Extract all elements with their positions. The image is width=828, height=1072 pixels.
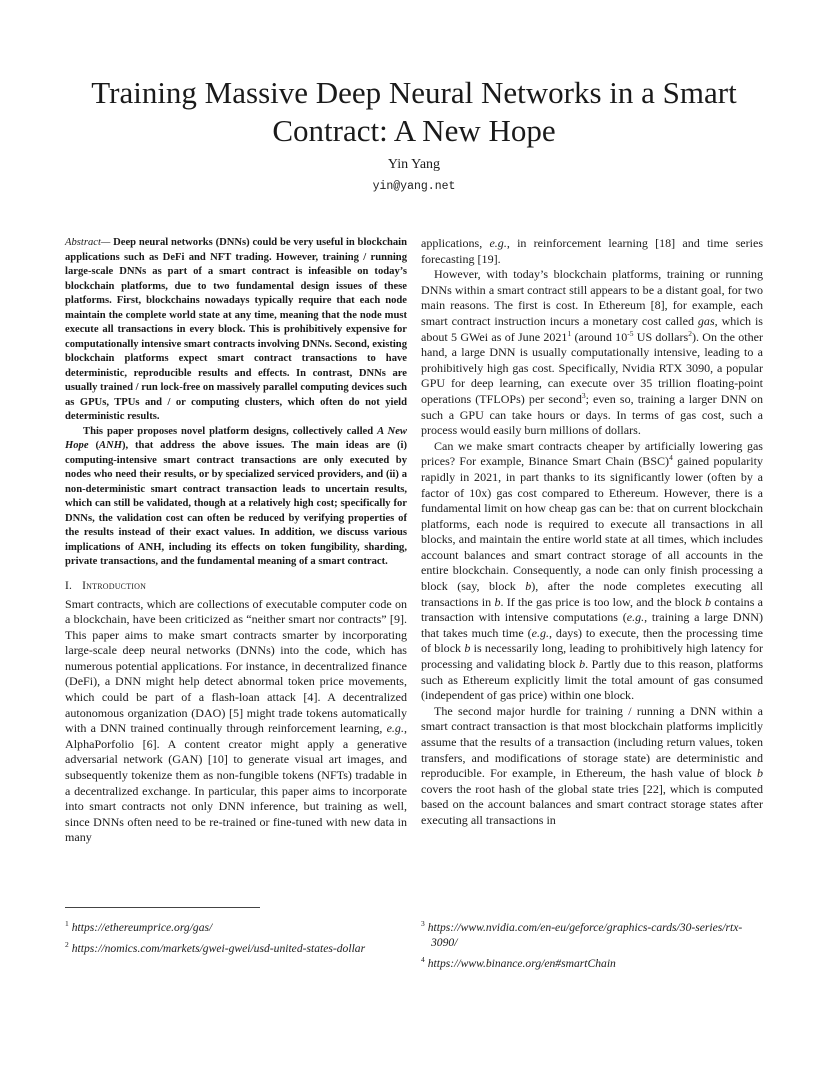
left-column: [65, 236, 407, 846]
footnote-ref-2[interactable]: 2: [688, 328, 692, 338]
footnote-separator: [65, 907, 260, 908]
author-name: Yin Yang: [387, 157, 441, 172]
intro-paragraph-3: [421, 439, 763, 704]
text-run: ), after the node completes executing all transactions in: [421, 579, 763, 609]
text-run: However, with today’s blockchain platforms, training or running DNNs within a smart contract still appears to be a distant goal, for two main reasons. The first is cost. In Ethereum [8], for example, each smart contract instruction incurs a monetary cost called: [421, 267, 763, 328]
abstract-paren: (: [88, 440, 99, 451]
abstract-paragraph-2: [65, 425, 407, 570]
text-run-italic: b: [579, 657, 586, 672]
footnotes-right: [421, 920, 763, 977]
text-run: ). On the other hand, a large DNN is usually computationally intensive, leading to a prohibitively high gas cost. Specifically, Nvidia RTX 3090, a popular GPU for deep learning, can execute over 35 trillion floating-point operations (TFLOPs) per second: [421, 329, 763, 406]
footnote-link-1[interactable]: https://ethereumprice.org/gas/: [71, 921, 213, 934]
text-run: , which is about 5 GWei as of June 2021: [421, 313, 763, 344]
title-line-2: Contract: A New Hope: [272, 113, 556, 148]
section-heading-introduction: [65, 579, 407, 593]
intro-paragraph-4: [421, 704, 763, 829]
paper-title: [40, 74, 788, 150]
text-run: contains a transaction with intensive computations (: [421, 594, 763, 625]
text-run: Smart contracts, which are collections of executable computer code on a blockchain, have been criticized as “neither smart nor contracts” [9]. This paper aims to make smart contracts smarter by incorporating large-scale deep neural networks (DNNs) into the code, which has numerous potential applications. For instance, in decentralized finance (DeFi), a DNN might help detect abnormal token price movements, which could be part of a flash-loan attack [4]. A decentralized autonomous organization (DAO) [5] might trade tokens automatically with a DNN trained continually through reinforcement learning,: [65, 596, 407, 736]
text-run: (around 10: [571, 329, 628, 344]
footnote-number: 2: [65, 940, 69, 949]
abstract-anh-abbr: ANH: [98, 440, 122, 451]
abstract-paragraph-1: [65, 236, 407, 425]
footnote-2: [65, 941, 407, 956]
abstract-text-2a: This paper proposes novel platform designs, collectively called: [83, 425, 378, 437]
text-run-italic: b: [756, 766, 763, 781]
text-run-italic: b: [464, 641, 471, 656]
text-run: ; even so, training a larger DNN on such a GPU can take hours or days. In terms of gas cost, such a process would easily burn millions of dollars.: [421, 391, 763, 438]
text-run-italic: e.g.: [626, 610, 645, 625]
footnote-link-2[interactable]: https://nomics.com/markets/gwei-gwei/usd-united-states-dollar: [71, 942, 366, 955]
abstract-text-2b: ), that address the above issues. The main ideas are (i) computing-intensive smart contract transactions are only executed by nodes who need their results, or by specialized serviced providers, and (ii) a non-deterministic smart contract transaction leads to uncertain results, which can still be validated, though at a relatively high cost; specifically for DNNs, the validation cost can often be reduced by verifying properties of the results instead of their exact values. In addition, we discuss various implications of ANH, including its effects on token fungibility, sharding, private transactions, and the fundamental meaning of a smart contract.: [65, 440, 407, 567]
abstract: [65, 236, 407, 570]
intro-paragraph-cont: [421, 236, 763, 267]
footnote-3: [421, 920, 763, 950]
footnote-ref-1[interactable]: 1: [567, 328, 572, 338]
footnote-ref-3[interactable]: 3: [581, 390, 586, 400]
introduction-left-text: [65, 597, 407, 847]
text-run: , AlphaPorfolio [6]. A content creator might apply a generative adversarial network (GAN) [10] to generate visual art images, and subsequently tokenize them as non-fungible tokens (NFTs) tradable in a decentralized exchange. In particular, this paper aims to incorporate into smart contracts not only DNN inference, but training as well, since DNNs often need to be re-trained or fine-tuned with new data in many: [65, 721, 407, 845]
footnote-link-4[interactable]: https://www.binance.org/en#smartChain: [427, 957, 616, 970]
footnote-number: 3: [421, 919, 425, 928]
footnote-number: 1: [65, 919, 69, 928]
text-run: . Partly due to this reason, platforms such as Ethereum explicitly limit the total amount of gas consumed (independent of gas price) within one block.: [421, 657, 764, 703]
footnote-link-3[interactable]: https://www.nvidia.com/en-eu/geforce/graphics-cards/30-series/rtx-3090/: [427, 921, 743, 949]
text-run: , days) to execute, then the processing time of block: [421, 625, 763, 656]
text-run-italic: gas: [697, 313, 715, 328]
abstract-anh-name: A New Hope: [65, 425, 407, 451]
text-run: US dollars: [633, 329, 689, 344]
text-run: , training a large DNN) that takes much time (: [421, 610, 763, 640]
text-run: , in reinforcement learning [18] and time series forecasting [19].: [421, 236, 764, 266]
footnote-number: 4: [421, 955, 425, 964]
intro-paragraph-2: [421, 267, 763, 439]
text-run: Can we make smart contracts cheaper by artificially lowering gas prices? For example, Binance Smart Chain (BSC): [421, 438, 763, 469]
text-run-italic: b: [525, 579, 532, 594]
footnote-1: [65, 920, 407, 935]
text-run: . If the gas price is too low, and the block: [500, 594, 705, 609]
abstract-dash: —: [100, 237, 114, 248]
text-run-italic: e.g.: [489, 236, 507, 250]
text-run-italic: b: [704, 594, 711, 609]
author-email: yin@yang.net: [372, 180, 456, 193]
title-line-1: Training Massive Deep Neural Networks in a Smart: [91, 75, 737, 110]
exponent: -5: [627, 328, 634, 338]
text-run-italic: e.g.: [386, 721, 404, 736]
abstract-text-1: Deep neural networks (DNNs) could be very useful in blockchain applications such as DeFi and NFT trading. However, training / running large-scale DNNs as part of a smart contract is infeasible on today’s blockchain platforms, due to two fundamental design issues of these platforms. First, blockchains nowadays typically require that each node maintain the complete world state at any time, meaning that the node must execute all transactions in every block. This is prohibitively expensive for computationally intensive smart contracts involving DNNs. Second, existing blockchain platforms expect smart contract transactions to have deterministic, reproducible results and effects. In contrast, DNNs are usually trained / run lock-free on massively parallel computing devices such as GPUs, TPUs and / or computing clusters, which often do not yield deterministic results.: [65, 237, 407, 422]
section-title: Introduction: [82, 579, 147, 592]
text-run-italic: e.g.: [531, 625, 550, 640]
intro-paragraph-1: [65, 597, 407, 847]
abstract-label: Abstract: [65, 237, 101, 248]
introduction-right-text: [421, 236, 763, 829]
text-run: covers the root hash of the global state tries [22], which is computed based on the account balances and smart contract storage states after executing all transactions in: [421, 781, 763, 827]
footnotes-left: [65, 920, 407, 962]
text-run: The second major hurdle for training / running a DNN within a smart contract transaction is that most blockchain platforms implicitly assume that the results of a transaction (including return values, token transfers, and modifications of storage state) are deterministic and reproducible. For example, in Ethereum, the hash value of block: [421, 703, 763, 781]
footnote-ref-4[interactable]: 4: [669, 453, 673, 463]
text-run-italic: b: [494, 594, 501, 609]
text-run: applications,: [421, 236, 490, 250]
section-number: I.: [65, 579, 73, 592]
footnote-4: [421, 956, 763, 971]
text-run: is necessarily long, leading to prohibitively high latency for processing and validating block: [421, 641, 763, 672]
text-run: gained popularity rapidly in 2021, in part thanks to its significantly lower (often by a factor of 10x) gas cost compared to Ethereum. However, there is a fundamental limit on how cheap gas can be: that on current blockchain platforms, each node is required to execute all transactions in all blocks, and maintain the entire world state at all times, which includes account balances and smart contract storage of all accounts in the entire blockchain. Consequently, a node can only finish processing a block (say, block: [421, 454, 763, 594]
right-column: [421, 236, 763, 829]
